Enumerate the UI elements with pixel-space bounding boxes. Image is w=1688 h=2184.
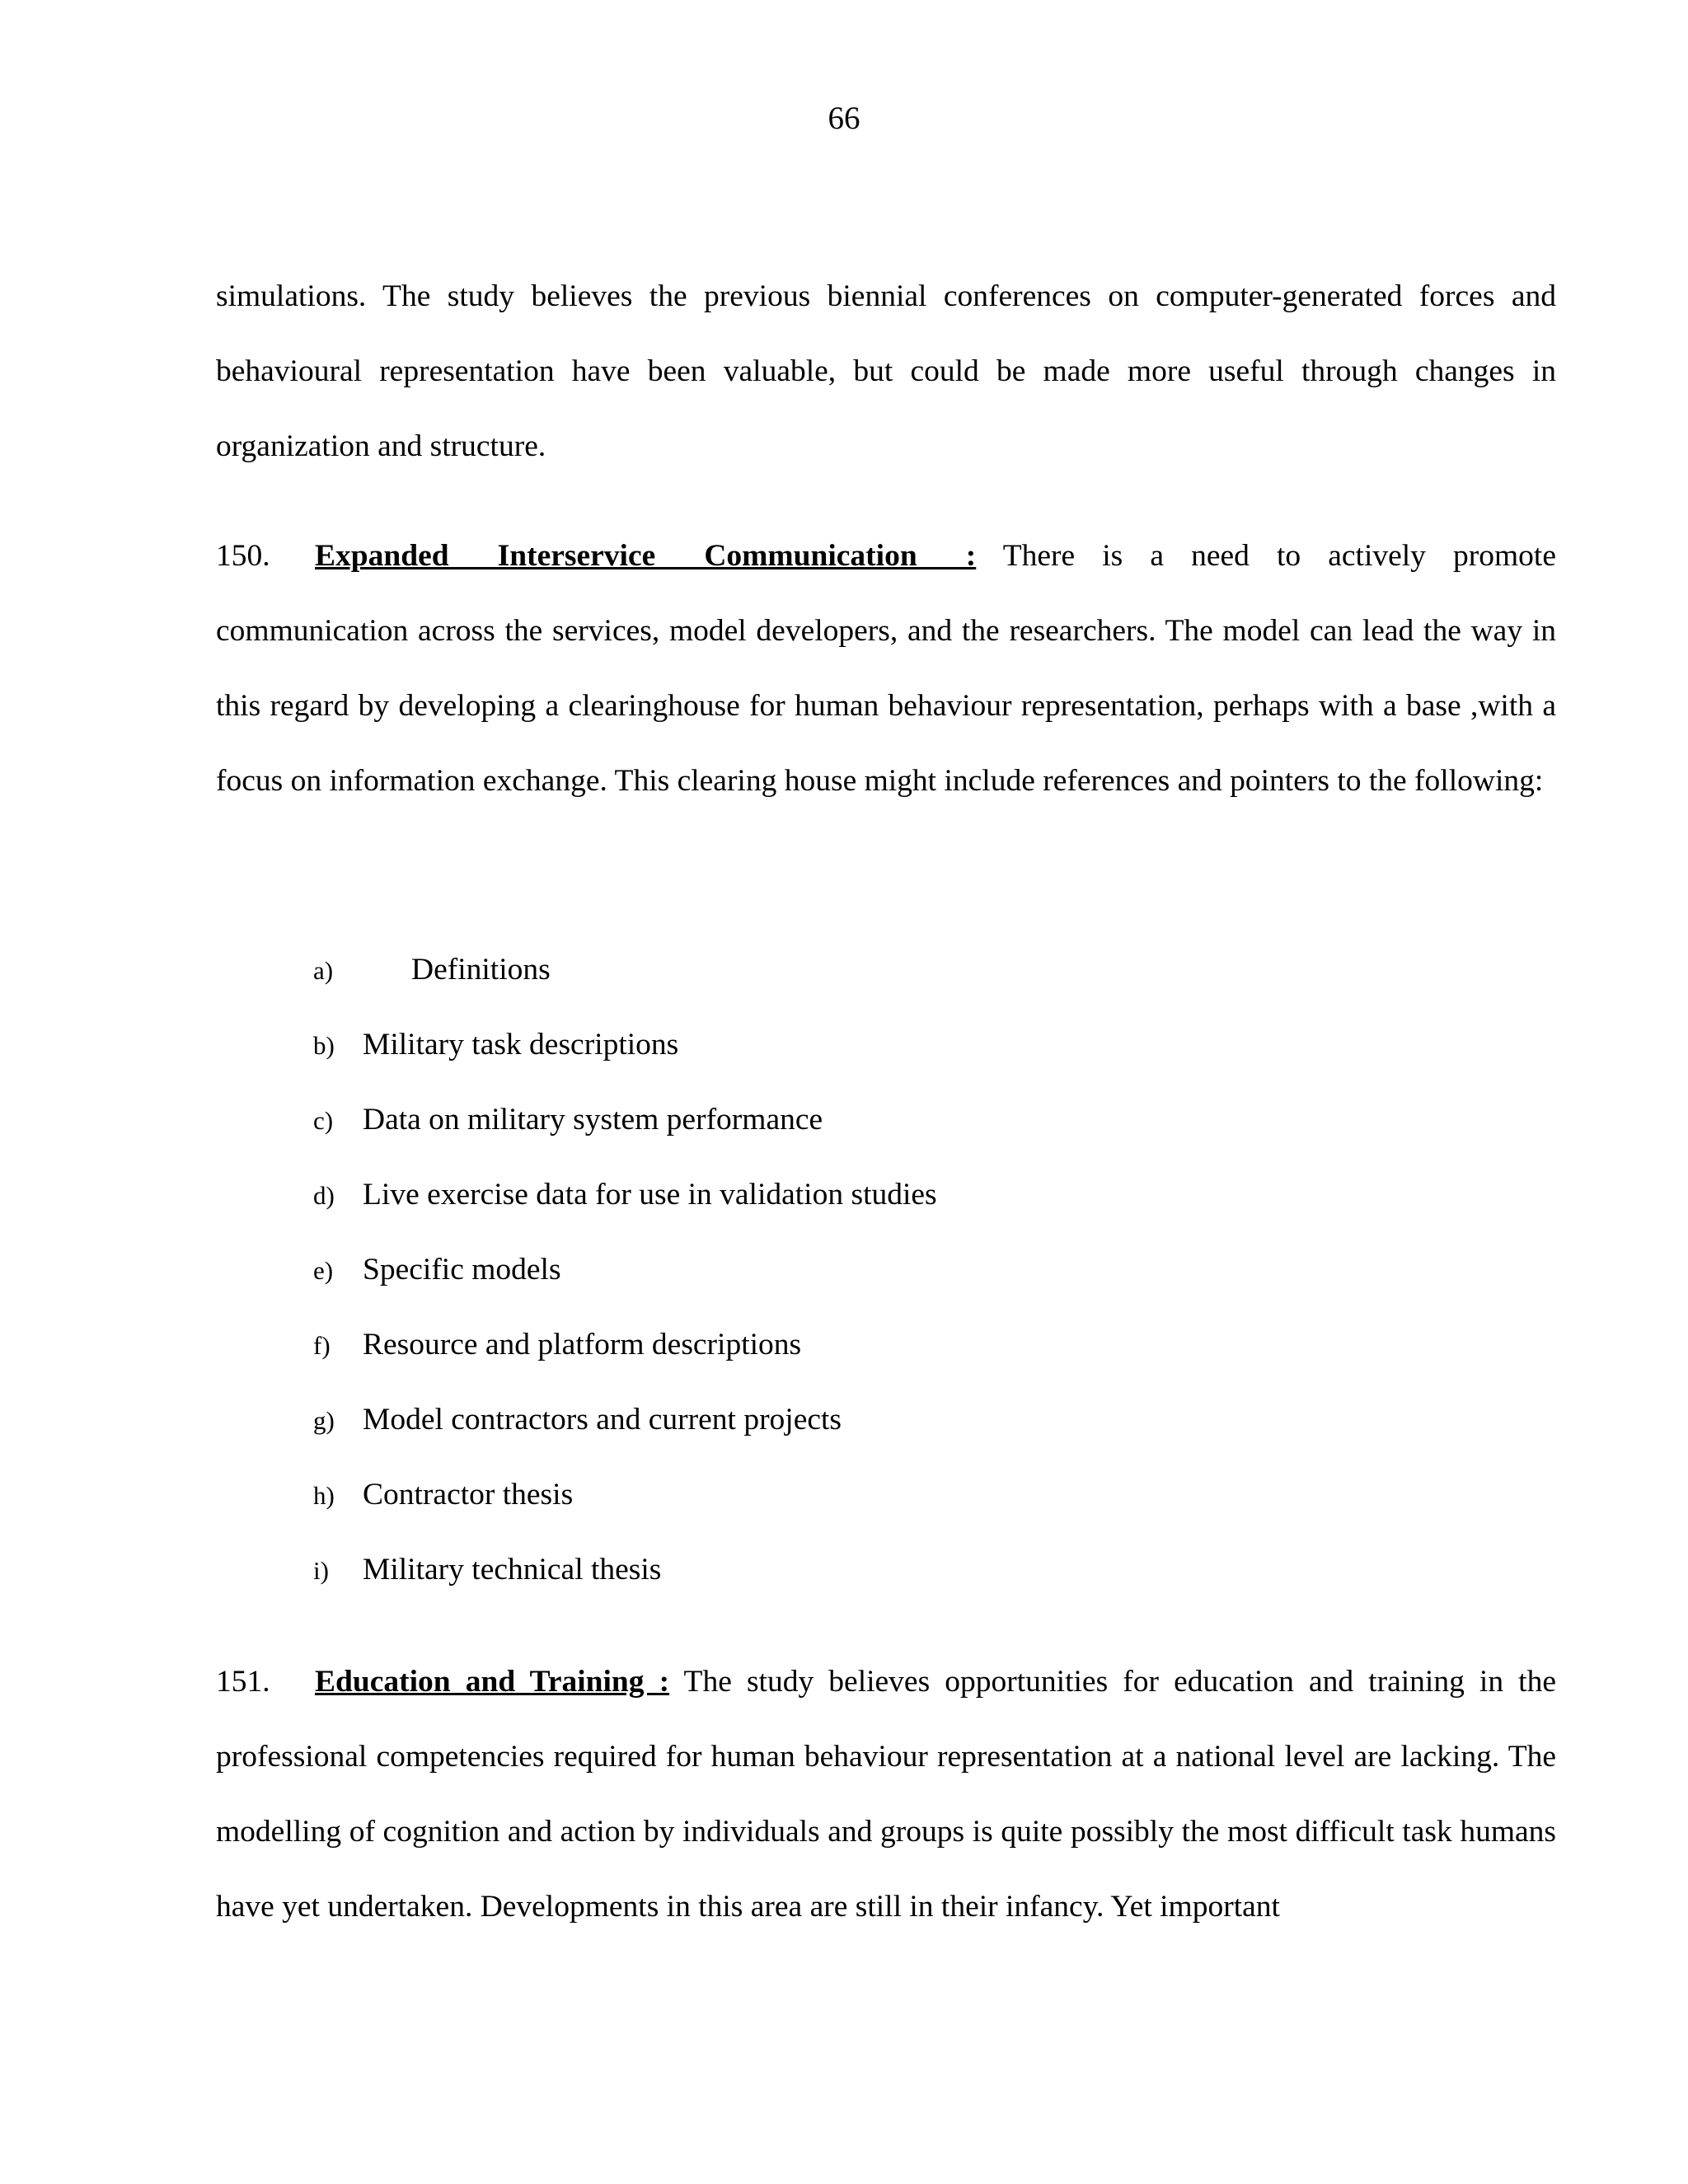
paragraph-151 bbox=[216, 1644, 1556, 1944]
list-item-text: Model contractors and current projects bbox=[363, 1403, 842, 1436]
list-marker: i) bbox=[313, 1556, 329, 1585]
paragraph-number: 151. bbox=[216, 1665, 270, 1699]
list-marker: h) bbox=[313, 1481, 335, 1510]
list-item bbox=[313, 1382, 1467, 1457]
paragraph-150 bbox=[216, 518, 1556, 818]
list-item bbox=[313, 1307, 1467, 1382]
list-marker: c) bbox=[313, 1106, 334, 1135]
clearinghouse-list bbox=[313, 932, 1467, 1607]
continuation-text: simulations. The study believes the previous biennial conferences on computer-generated forces and behavioural representation have been valuable, but could be made more useful through changes in organization and structure. bbox=[216, 279, 1556, 463]
list-item bbox=[313, 1007, 1467, 1082]
paragraph-151-body: The study believes opportunities for education and training in the professional competencies required for human behaviour representation at a national level are lacking. The modelling of cognition and action by individuals and groups is quite possibly the most difficult task humans have yet undertaken. Developments in this area are still in their infancy. Yet important bbox=[216, 1665, 1556, 1924]
list-item bbox=[313, 1532, 1467, 1607]
list-item-text: Specific models bbox=[363, 1253, 561, 1286]
list-item-text: Resource and platform descriptions bbox=[363, 1328, 802, 1361]
list-marker: g) bbox=[313, 1406, 335, 1435]
list-marker: a) bbox=[313, 956, 334, 985]
list-item-text: Military technical thesis bbox=[363, 1553, 662, 1586]
list-item-text: Military task descriptions bbox=[363, 1028, 679, 1062]
list-marker: f) bbox=[313, 1331, 331, 1360]
continuation-paragraph bbox=[216, 259, 1556, 484]
list-item bbox=[313, 932, 1467, 1007]
list-marker: b) bbox=[313, 1031, 335, 1060]
list-item-text: Live exercise data for use in validation studies bbox=[363, 1178, 937, 1212]
paragraph-heading: Expanded Interservice Communication : bbox=[315, 539, 977, 573]
list-item-text: Data on military system performance bbox=[363, 1103, 823, 1137]
paragraph-150-first-line bbox=[216, 518, 1556, 593]
list-marker: e) bbox=[313, 1256, 334, 1285]
paragraph-number: 150. bbox=[216, 539, 270, 573]
list-item-text: Definitions bbox=[411, 953, 551, 987]
paragraph-150-body: communication across the services, model developers, and the researchers. The model can lead the way in this regard by developing a clearinghouse for human behaviour representation, perhaps with a base ,with a focus on information exchange. This clearing house might include references and pointers to the following: bbox=[216, 614, 1556, 798]
list-item-text: Contractor thesis bbox=[363, 1478, 574, 1511]
page-number: 66 bbox=[828, 101, 860, 136]
list-item bbox=[313, 1082, 1467, 1157]
paragraph-150-lead-text: There is a need to actively promote bbox=[1002, 539, 1556, 573]
list-item bbox=[313, 1232, 1467, 1307]
list-item bbox=[313, 1457, 1467, 1532]
paragraph-heading: Education and Training : bbox=[315, 1665, 670, 1699]
list-item bbox=[313, 1157, 1467, 1232]
list-marker: d) bbox=[313, 1181, 335, 1210]
